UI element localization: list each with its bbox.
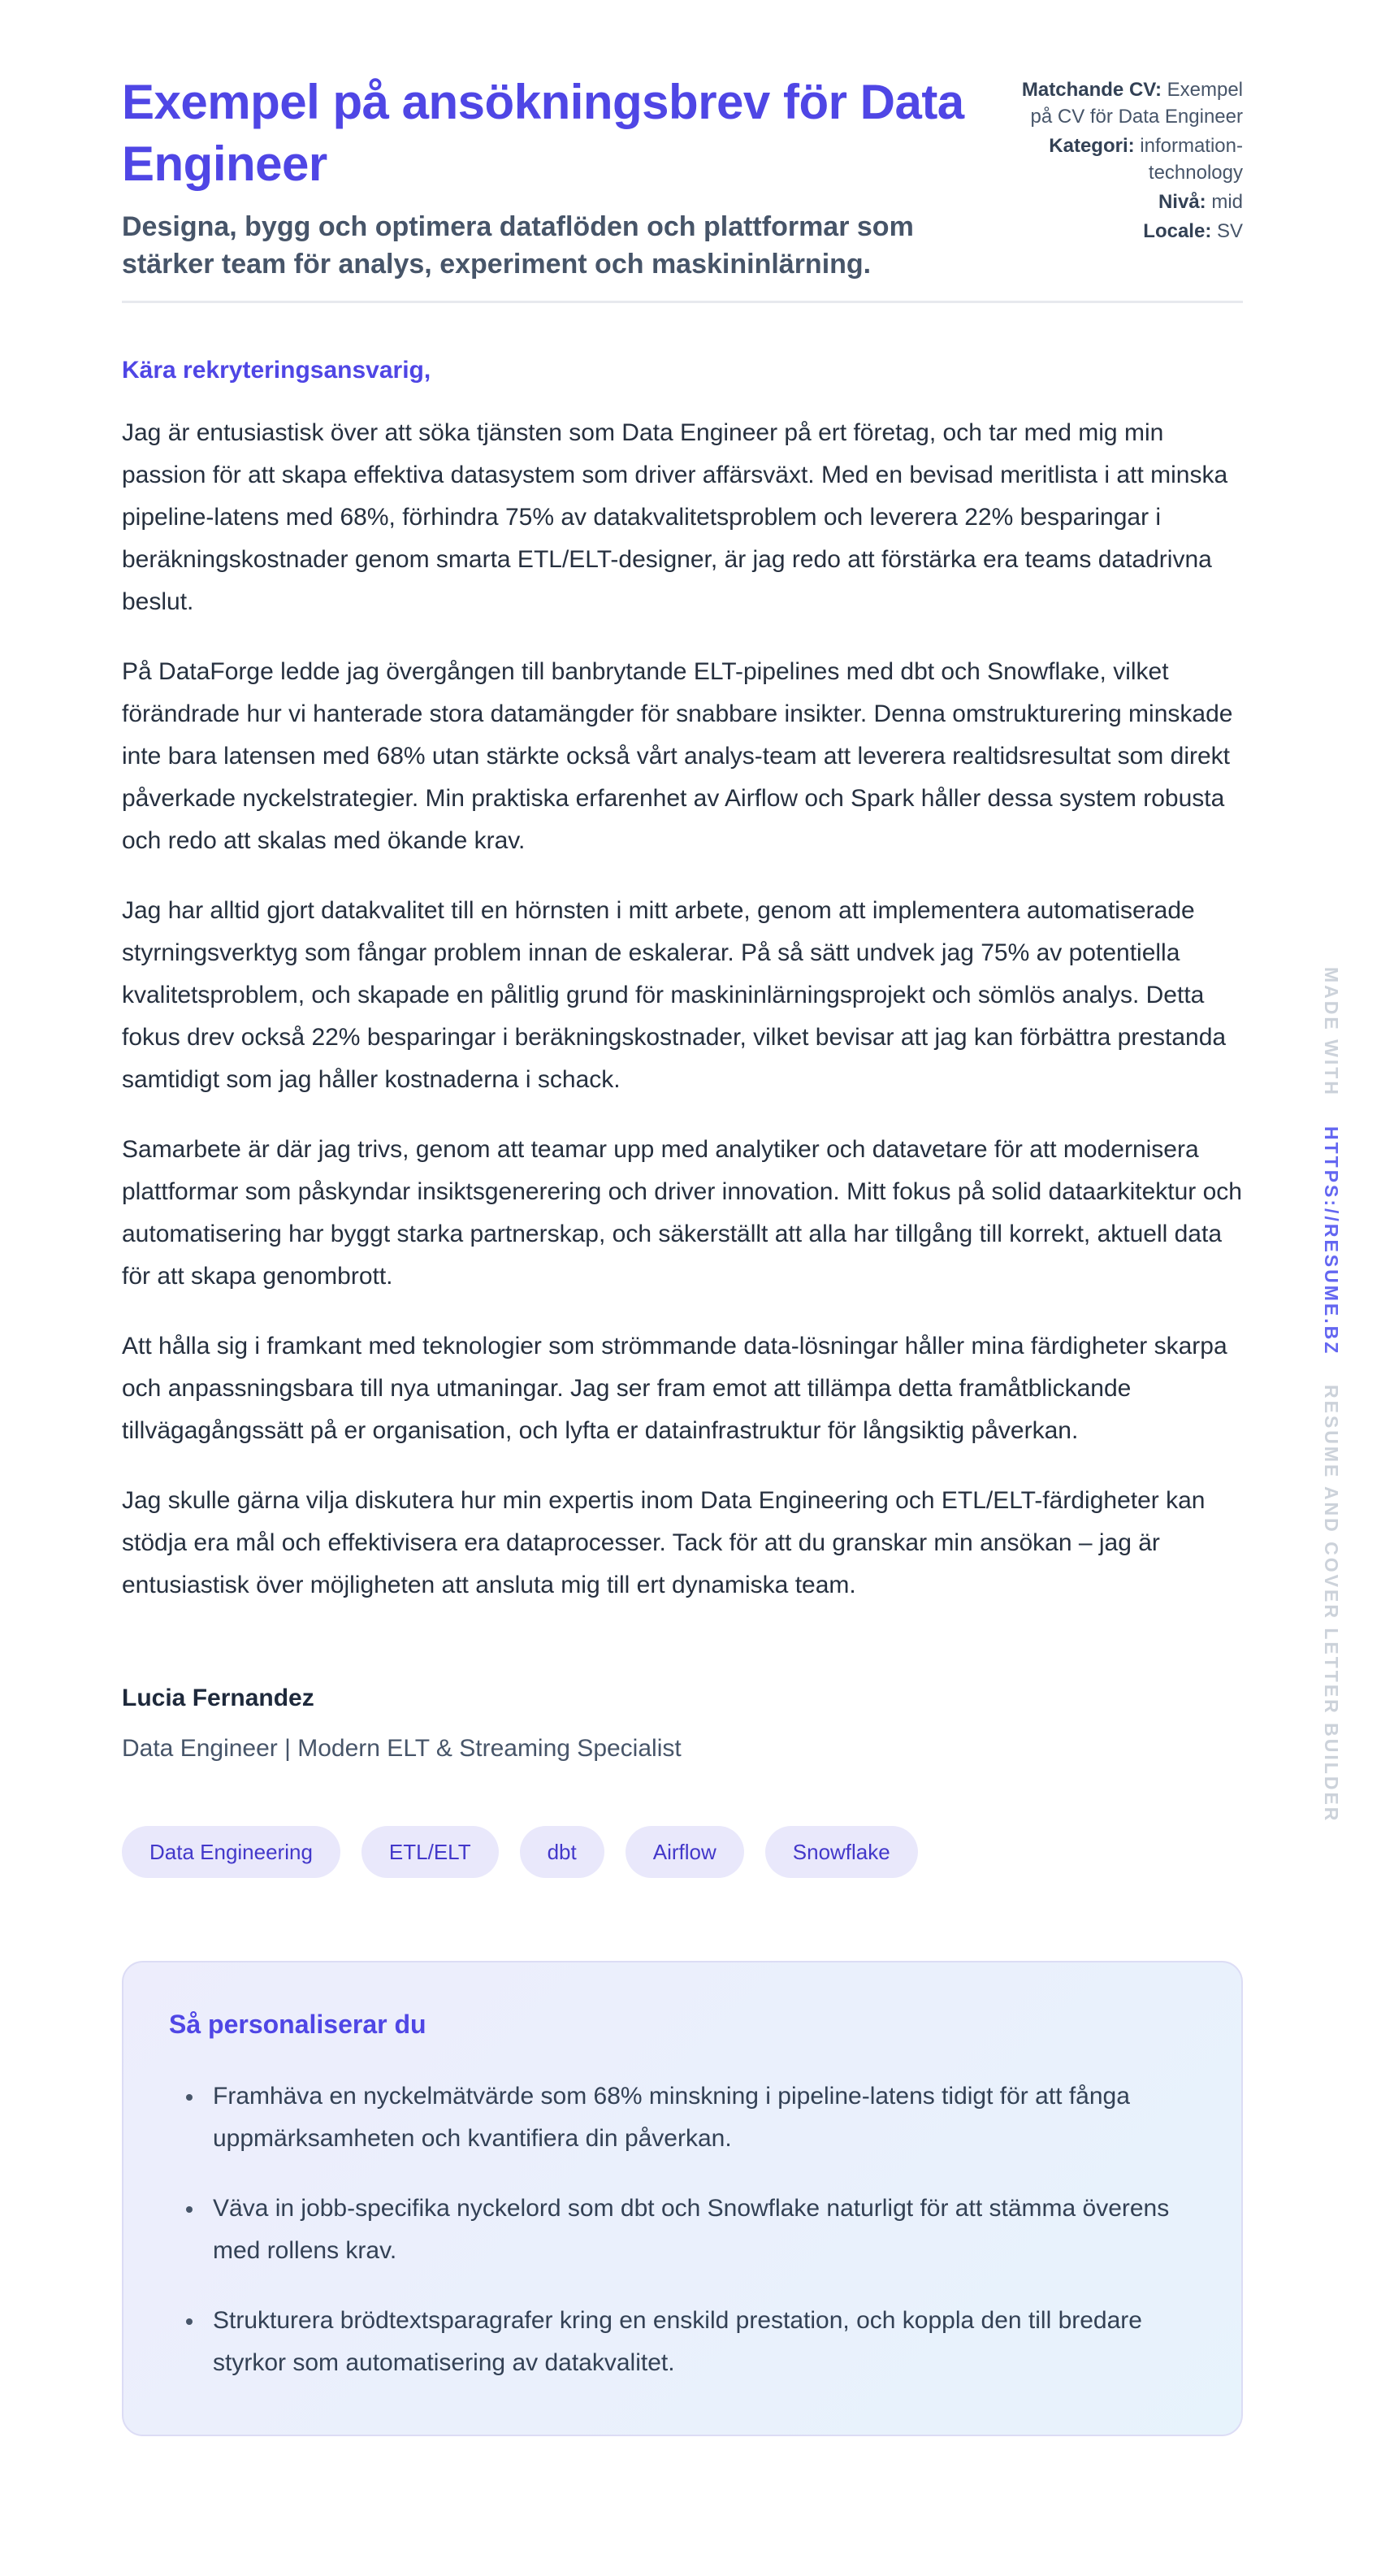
meta-value-category: information-technology (1140, 135, 1243, 184)
header (122, 72, 1243, 283)
letter-paragraph: På DataForge ledde jag övergången till banbrytande ELT-pipelines med dbt och Snowflake, vilket förändrade hur vi hanterade stora datamängder för snabbare insikter. Denna omstrukturering minskade inte bara latensen med 68% utan stärkte också vårt analys-team att leverera realtidsresultat som direkt påverkade nyckelstrategier. Min praktiska erfarenhet av Airflow och Spark håller dessa system robusta och redo att skalas med ökande krav. (122, 658, 1233, 854)
watermark-resume-bz-link[interactable]: HTTPS://RESUME.BZ (1321, 1125, 1342, 1356)
letter-greeting: Kära rekryteringsansvarig, (122, 357, 431, 384)
letter-body (122, 357, 1243, 1763)
skill-tags (122, 1826, 1243, 1878)
meta-row-level (999, 189, 1243, 215)
letter-paragraph: Jag är entusiastisk över att söka tjänsten som Data Engineer på ert företag, och tar med mig min passion för att skapa effektiva datasystem som driver affärsväxt. Med en bevisad meritlista i att minska pipeline-latens med 68%, förhindra 75% av datakvalitetsproblem och leverera 22% besparingar i beräkningskostnader genom smarta ETL/ELT-designer, är jag redo att förstärka era teams datadrivna beslut. (122, 419, 1228, 615)
watermark-prefix: MADE WITH (1321, 967, 1342, 1097)
tag-airflow[interactable]: Airflow (626, 1826, 744, 1878)
callout-bullet: • Framhäva en nyckelmätvärde som 68% minskning i pipeline-latens tidigt för att fånga uppmärksamheten och kvantifiera din påverkan. (205, 2075, 1193, 2160)
meta-row-category (999, 132, 1243, 186)
meta-label-matching-cv: Matchande CV: (1021, 79, 1162, 101)
callout-bullet: • Strukturera brödtextsparagrafer kring en enskild prestation, och koppla den till bredare styrkor som automatisering av datakvalitet. (205, 2300, 1193, 2384)
letter-paragraph: Samarbete är där jag trivs, genom att teamar upp med analytiker och datavetare för att modernisera plattformar som påskyndar insiktsgenerering och driver innovation. Mitt fokus på solid dataarkitektur och automatisering har byggt starka partnerskap, och säkerställt att alla har tillgång till korrekt, aktuell data för att skapa genombrott. (122, 1136, 1242, 1290)
meta-value-locale: SV (1216, 220, 1243, 242)
meta-row-locale (999, 218, 1243, 245)
tag-etl-elt[interactable]: ETL/ELT (361, 1826, 499, 1878)
watermark-suffix: RESUME AND COVER LETTER BUILDER (1321, 1385, 1342, 1824)
meta-panel (999, 72, 1243, 247)
callout-list (169, 2075, 1193, 2384)
personalization-callout (122, 1961, 1243, 2436)
title-block (122, 72, 983, 283)
watermark (1320, 967, 1342, 1824)
letter-paragraph: Jag skulle gärna vilja diskutera hur min expertis inom Data Engineering och ETL/ELT-färdigheter kan stödja era mål och effektivisera era dataprocesser. Tack för att du granskar min ansökan – jag är entusiastisk över möjligheten att ansluta mig till ert dynamiska team. (122, 1487, 1206, 1598)
signature-name: Lucia Fernandez (122, 1685, 314, 1711)
letter-paragraph: Jag har alltid gjort datakvalitet till en hörnsten i mitt arbete, genom att implementera automatiserade styrningsverktyg som fångar problem innan de eskalerar. På så sätt undvek jag 75% av potentiella kvalitetsproblem, och skapade en pålitlig grund för maskininlärningsprojekt och sömlös analys. Detta fokus drev också 22% besparingar i beräkningskostnader, vilket bevisar att jag kan förbättra prestanda samtidigt som jag håller kostnaderna i schack. (122, 897, 1227, 1093)
signature-role: Data Engineer | Modern ELT & Streaming Specialist (122, 1735, 682, 1762)
meta-label-level: Nivå: (1158, 191, 1206, 213)
callout-bullet: • Väva in jobb-specifika nyckelord som dbt och Snowflake naturligt för att stämma överens med rollens krav. (205, 2188, 1193, 2272)
page-title: Exempel på ansökningsbrev för Data Engineer (122, 75, 964, 191)
signature-block (122, 1685, 1243, 1763)
meta-label-category: Kategori: (1049, 135, 1135, 157)
meta-value-matching-cv-link[interactable]: Exempel på CV för Data Engineer (1030, 79, 1243, 128)
tag-data-engineering[interactable]: Data Engineering (122, 1826, 340, 1878)
meta-label-locale: Locale: (1143, 220, 1212, 242)
tag-dbt[interactable]: dbt (520, 1826, 604, 1878)
meta-value-level: mid (1211, 191, 1243, 213)
callout-title: Så personaliserar du (169, 2010, 426, 2039)
meta-row-matching-cv (999, 76, 1243, 130)
page-subtitle: Designa, bygg och optimera dataflöden och plattformar som stärker team för analys, experiment och maskininlärning. (122, 211, 914, 280)
letter-paragraph: Att hålla sig i framkant med teknologier som strömmande data-lösningar håller mina färdigheter skarpa och anpassningsbara till nya utmaningar. Jag ser fram emot att tillämpa detta framåtblickande tillvägagångssätt på er organisation, och lyfta er datainfrastruktur för långsiktig påverkan. (122, 1333, 1227, 1444)
header-divider (122, 301, 1243, 303)
tag-snowflake[interactable]: Snowflake (765, 1826, 918, 1878)
